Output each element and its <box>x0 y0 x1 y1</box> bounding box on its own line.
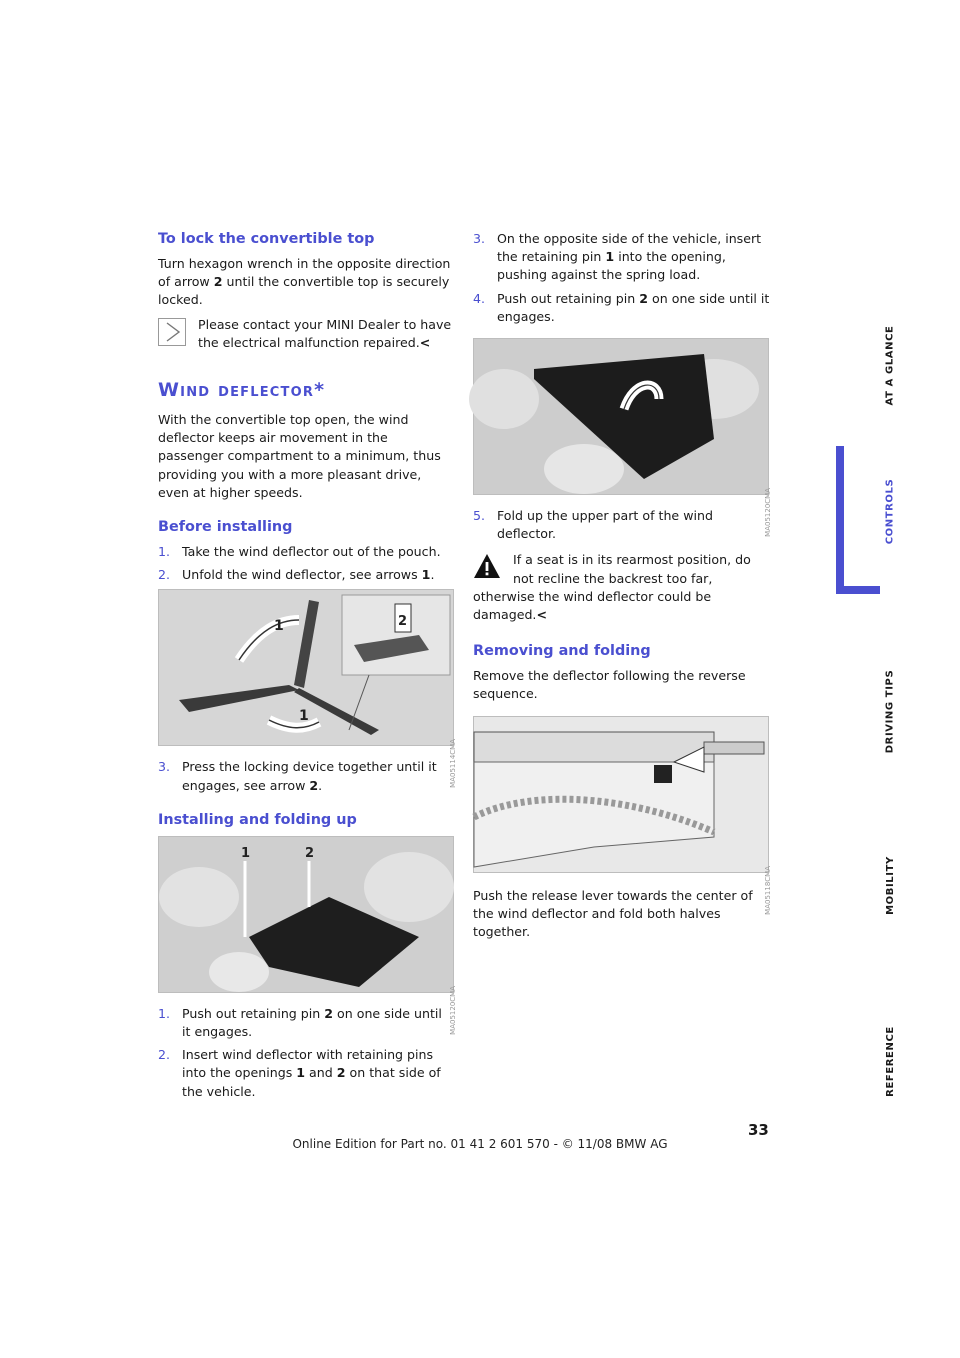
install-step-5: 5. Fold up the upper part of the wind deflector. <box>473 508 713 542</box>
fig1-label-1b: 1 <box>299 708 309 725</box>
note-box <box>158 316 454 352</box>
install-illustration <box>159 837 453 992</box>
wind-heading: Wind deflector* <box>158 379 326 402</box>
right-column <box>473 230 773 941</box>
figure-code-3: MA05120CMA <box>764 488 772 537</box>
install-heading: Installing and folding up <box>158 811 357 828</box>
figure-code: MA05114CMA <box>449 739 457 789</box>
before-step-1: 1. Take the wind deflector out of the pouch. <box>158 544 441 560</box>
tab-mobility[interactable]: MOBILITY <box>884 856 896 915</box>
figure-code-4: MA05118CMA <box>764 865 772 915</box>
warning-icon <box>473 553 501 579</box>
fig2-label-1: 1 <box>241 845 251 861</box>
tab-reference[interactable]: REFERENCE <box>884 1026 896 1097</box>
footer: Online Edition for Part no. 01 41 2 601 570 - © 11/08 BMW AG <box>292 1137 668 1151</box>
release-lever-illustration <box>474 717 768 872</box>
fig1-label-1a: 1 <box>274 618 284 635</box>
install-step-3: 3. On the opposite side of the vehicle, insert the retaining pin 1 into the opening, pushing against the spring load. <box>473 231 762 283</box>
before-step-2: 2. Unfold the wind deflector, see arrows 1. <box>158 567 435 583</box>
warning-end-mark: < <box>536 607 547 623</box>
fig2-label-2: 2 <box>305 845 315 861</box>
before-heading: Before installing <box>158 519 293 536</box>
release-text: Push the release lever towards the center of the wind deflector and fold both halves together. <box>473 887 753 940</box>
warning-box <box>473 551 773 624</box>
controls-tab-bar <box>836 446 844 594</box>
controls-tab-bar-bottom <box>836 586 880 594</box>
page-number: 33 <box>748 1121 769 1139</box>
fold-up-illustration <box>474 339 768 494</box>
tab-at-a-glance[interactable]: AT A GLANCE <box>884 325 896 406</box>
install-step-2: 2. Insert wind deflector with retaining pins into the openings 1 and 2 on that side of the vehicle. <box>158 1047 441 1099</box>
before-step-3: 3. Press the locking device together until it engages, see arrow 2. <box>158 759 437 793</box>
unfold-illustration <box>159 590 453 745</box>
wind-text: With the convertible top open, the wind deflector keeps air movement in the passenger compartment to a minimum, thus providing you with a more pleasant drive, even at higher speeds. <box>158 412 441 500</box>
warning-text: If a seat is in its rearmost position, do not recline the backrest too far, otherwise the wind deflector could be damaged. <box>473 552 751 623</box>
note-text: Please contact your MINI Dealer to have the electrical malfunction repaired.< <box>198 316 452 350</box>
lock-text: Turn hexagon wrench in the opposite direction of arrow 2 until the convertible top is securely locked. <box>158 256 451 308</box>
removing-text: Remove the deflector following the reverse sequence. <box>473 668 746 702</box>
figure-code-2: MA05120CMA <box>449 985 457 1035</box>
install-step-1: 1. Push out retaining pin 2 on one side until it engages. <box>158 1005 442 1040</box>
install-step-4: 4. Push out retaining pin 2 on one side until it engages. <box>473 290 770 324</box>
removing-heading: Removing and folding <box>473 643 651 660</box>
tab-controls[interactable]: CONTROLS <box>820 446 960 594</box>
tab-driving-tips[interactable]: DRIVING TIPS <box>884 669 896 754</box>
note-triangle-icon <box>158 318 186 346</box>
lock-heading: To lock the convertible top <box>158 231 375 247</box>
fig1-label-2: 2 <box>398 614 408 630</box>
left-column <box>158 230 457 1106</box>
